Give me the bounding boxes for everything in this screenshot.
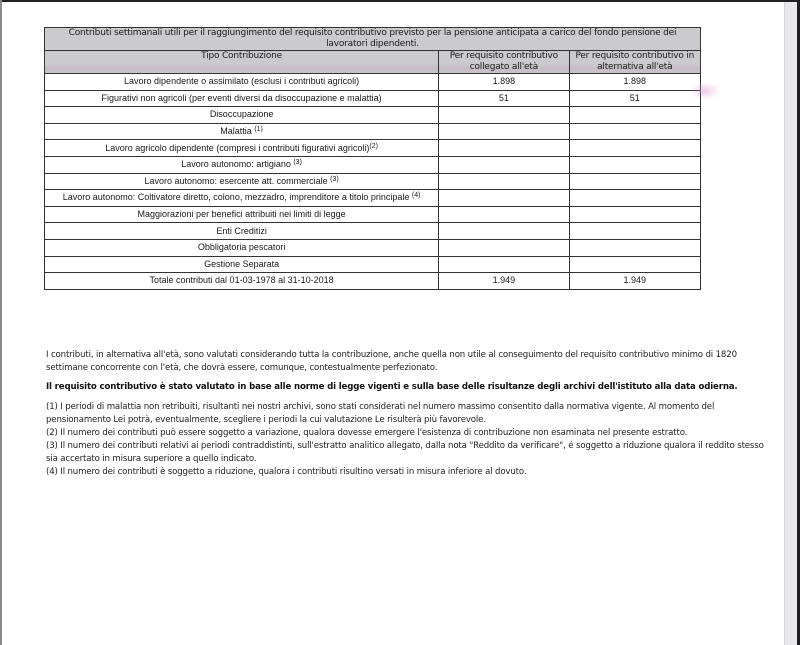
table-row (45, 223, 701, 240)
row-value-alternativa (569, 156, 700, 173)
row-value-alternativa (569, 123, 700, 140)
row-value-eta (439, 140, 569, 157)
table-row (45, 123, 701, 140)
table-row (45, 173, 701, 190)
row-value-eta (439, 156, 569, 173)
row-value-alternativa (569, 239, 700, 256)
vertical-scrollbar[interactable] (784, 2, 798, 645)
table-row (45, 90, 701, 107)
notes-section (46, 349, 766, 479)
footnote-2: (2) Il numero dei contributi può essere soggetto a variazione, qualora dovesse emergere l'esistenza di contribuzione non esaminata nel presente estratto. (46, 428, 688, 438)
footnote-3: (3) Il numero dei contributi relativi ai periodi contraddistinti, sull'estratto analitico allegato, dalla nota "Reddito da verificare", é soggetto a riduzione qualora il reddito stesso sia accertato in misura superiore a quello indicato. (46, 441, 764, 464)
table-title: Contributi settimanali utili per il raggiungimento del requisito contributivo previsto per la pensione anticipata a carico del fondo pensione dei lavoratori dipendenti. (45, 28, 701, 51)
footnote-ref: (3) (330, 175, 339, 183)
row-label: Disoccupazione (45, 107, 439, 124)
row-value-alternativa (569, 107, 700, 124)
footnote-ref: (4) (411, 192, 421, 200)
row-value-eta (439, 256, 569, 273)
row-label: Figurativi non agricoli (per eventi diversi da disoccupazione e malattia) (45, 90, 439, 107)
row-label: Lavoro autonomo: artigiano $^{(3)}$ (45, 156, 439, 173)
footnote-ref: (3) (293, 159, 302, 167)
row-label: Maggiorazioni per benefici attribuiti nei limiti di legge (45, 206, 439, 223)
row-value-eta (439, 190, 569, 207)
table-row (45, 156, 701, 173)
row-value-eta: 51 (439, 90, 569, 107)
footnote-ref: (1) (254, 126, 263, 134)
footnote-4: (4) Il numero dei contributi è soggetto a riduzione, qualora i contributi risultino versati in misura inferiore al dovuto. (46, 467, 527, 477)
row-value-alternativa (569, 256, 700, 273)
footnote-ref: (2) (369, 142, 378, 150)
row-value-alternativa: 51 (569, 90, 700, 107)
row-label: Obbligatoria pescatori (45, 239, 439, 256)
table-title-row (45, 28, 701, 51)
document-page (2, 2, 784, 645)
footnote-1: (1) I periodi di malattia non retribuiti, risultanti nei nostri archivi, sono stati considerati nel numero massimo consentito dalla normativa vigente. Al momento del pensionamento Lei potrà, eventualmente, scegliere i periodi la cui valutazione Le risulterà più favorevole. (46, 402, 715, 425)
table-row (45, 190, 701, 207)
table-row (45, 206, 701, 223)
row-label: Gestione Separata (45, 256, 439, 273)
row-label: Enti Creditizi (45, 223, 439, 240)
row-value-eta (439, 173, 569, 190)
row-value-eta (439, 239, 569, 256)
row-value-eta (439, 123, 569, 140)
note-paragraph-alternativa: I contributi, in alternativa all'età, sono valutati considerando tutta la contribuzione, anche quella non utile al conseguimento del requisito contributivo minimo di 1820 settimane concorrente con l'età, che dovrà essere, comunque, contestualmente perfezionato. (46, 350, 737, 373)
scan-smudge (690, 82, 720, 100)
note-paragraph-requisito: Il requisito contributivo è stato valutato in base alle norme di legge vigenti e sulla base delle risultanze degli archivi dell'istituto alla data odierna. (46, 382, 738, 392)
row-value-alternativa (569, 190, 700, 207)
contributions-table (44, 27, 701, 290)
row-value-alternativa (569, 140, 700, 157)
table-total-row (45, 273, 701, 290)
table-row (45, 140, 701, 157)
row-value-alternativa: 1.898 (569, 74, 700, 91)
row-label: Lavoro dipendente o assimilato (esclusi i contributi agricoli) (45, 74, 439, 91)
row-value-eta (439, 206, 569, 223)
row-label: Lavoro autonomo: esercente att. commerciale $^{(3)}$ (45, 173, 439, 190)
header-requisito-eta: Per requisito contributivo collegato all'età (439, 51, 569, 74)
table-row (45, 74, 701, 91)
total-value-alternativa: 1.949 (569, 273, 700, 290)
header-tipo-contribuzione: Tipo Contribuzione (45, 51, 439, 74)
table-row (45, 256, 701, 273)
row-value-eta (439, 223, 569, 240)
total-value-eta: 1.949 (439, 273, 569, 290)
row-label: Lavoro agricolo dipendente (compresi i contributi figurativi agricoli)$^{(2)}$ (45, 140, 439, 157)
row-value-alternativa (569, 206, 700, 223)
table-row (45, 239, 701, 256)
table-header-row (45, 51, 701, 74)
row-value-alternativa (569, 223, 700, 240)
row-label: Malattia $^{(1)}$ (45, 123, 439, 140)
row-value-eta: 1.898 (439, 74, 569, 91)
header-requisito-alternativa: Per requisito contributivo in alternativa all'età (569, 51, 700, 74)
row-value-eta (439, 107, 569, 124)
table-row (45, 107, 701, 124)
row-value-alternativa (569, 173, 700, 190)
total-label: Totale contributi dal 01-03-1978 al 31-10-2018 (45, 273, 439, 290)
row-label: Lavoro autonomo: Coltivatore diretto, colono, mezzadro, imprenditore a titolo principale $^{(4)}$ (45, 190, 439, 207)
